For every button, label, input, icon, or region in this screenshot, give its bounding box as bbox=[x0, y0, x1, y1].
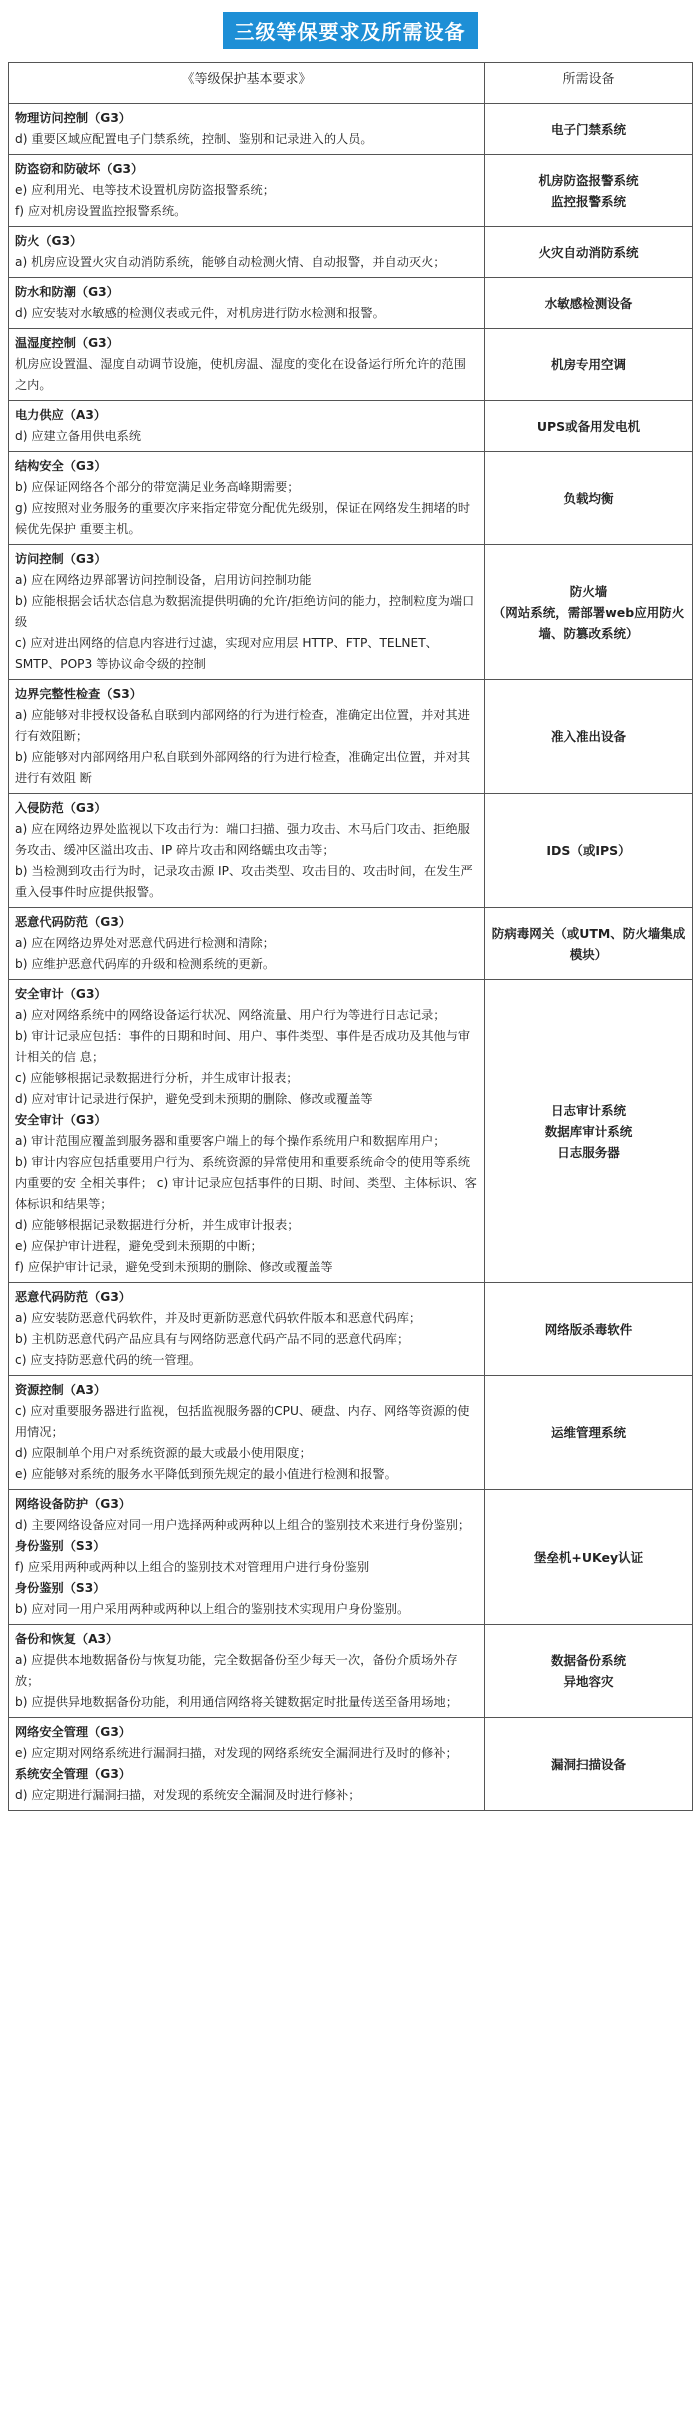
requirement-item: f) 应保护审计记录，避免受到未预期的删除、修改或覆盖等 bbox=[15, 1260, 333, 1274]
device-label: 监控报警系统 bbox=[550, 193, 626, 209]
requirement-heading: 恶意代码防范（G3） bbox=[15, 915, 131, 929]
device-cell bbox=[485, 104, 693, 155]
requirement-heading: 网络设备防护（G3） bbox=[15, 1497, 131, 1511]
requirement-item: b) 当检测到攻击行为时，记录攻击源 IP、攻击类型、攻击目的、攻击时间，在发生严重入侵事件时应提供报警。 bbox=[15, 864, 473, 899]
requirement-cell bbox=[9, 1283, 485, 1376]
table-row bbox=[9, 980, 693, 1283]
requirement-item: c) 应支持防恶意代码的统一管理。 bbox=[15, 1353, 201, 1367]
requirement-cell bbox=[9, 1376, 485, 1490]
device-label: （网站系统，需部署web应用防火墙、防篡改系统） bbox=[492, 604, 685, 641]
device-label: 火灾自动消防系统 bbox=[538, 244, 639, 260]
device-label: 机房防盗报警系统 bbox=[538, 172, 639, 188]
requirement-item: a) 应在网络边界处监视以下攻击行为：端口扫描、强力攻击、木马后门攻击、拒绝服务攻击、缓冲区溢出攻击、IP 碎片攻击和网络蠕虫攻击等； bbox=[15, 822, 470, 857]
page-title: 三级等保要求及所需设备 bbox=[223, 12, 478, 49]
device-label: UPS或备用发电机 bbox=[536, 418, 641, 434]
requirement-cell bbox=[9, 452, 485, 545]
table-row bbox=[9, 401, 693, 452]
device-label: 数据库审计系统 bbox=[544, 1123, 633, 1139]
requirement-cell bbox=[9, 278, 485, 329]
device-label: 异地容灾 bbox=[563, 1674, 614, 1689]
requirement-cell bbox=[9, 1718, 485, 1811]
device-label: 机房专用空调 bbox=[550, 357, 626, 372]
requirement-cell bbox=[9, 104, 485, 155]
device-cell bbox=[485, 908, 693, 980]
device-cell bbox=[485, 329, 693, 401]
table-row bbox=[9, 227, 693, 278]
requirement-cell bbox=[9, 1490, 485, 1625]
requirement-item: a) 应安装防恶意代码软件，并及时更新防恶意代码软件版本和恶意代码库； bbox=[15, 1311, 422, 1325]
table-row bbox=[9, 1490, 693, 1625]
table-row bbox=[9, 908, 693, 980]
requirement-item: 机房应设置温、湿度自动调节设施，使机房温、湿度的变化在设备运行所允许的范围之内。 bbox=[15, 357, 466, 392]
requirement-item: d) 应安装对水敏感的检测仪表或元件，对机房进行防水检测和报警。 bbox=[15, 306, 385, 320]
requirement-item: e) 应保护审计进程，避免受到未预期的中断； bbox=[15, 1239, 263, 1253]
requirement-item: a) 应能够对非授权设备私自联到内部网络的行为进行检查，准确定出位置，并对其进行有效阻断； bbox=[15, 708, 470, 743]
requirement-item: f) 应对机房设置监控报警系统。 bbox=[15, 204, 187, 218]
requirement-cell bbox=[9, 794, 485, 908]
title-wrap bbox=[0, 0, 700, 46]
table-row bbox=[9, 278, 693, 329]
requirement-item: a) 应在网络边界部署访问控制设备，启用访问控制功能 bbox=[15, 573, 312, 587]
device-cell bbox=[485, 1376, 693, 1490]
requirement-item: d) 主要网络设备应对同一用户选择两种或两种以上组合的鉴别技术来进行身份鉴别； bbox=[15, 1518, 471, 1532]
requirement-cell bbox=[9, 545, 485, 680]
requirement-item: e) 应定期对网络系统进行漏洞扫描，对发现的网络系统安全漏洞进行及时的修补； bbox=[15, 1746, 458, 1760]
device-label: 防火墙 bbox=[569, 583, 608, 599]
device-cell bbox=[485, 980, 693, 1283]
header-requirements: 《等级保护基本要求》 bbox=[9, 63, 485, 104]
requirement-cell bbox=[9, 401, 485, 452]
requirement-item: d) 应能够根据记录数据进行分析，并生成审计报表； bbox=[15, 1218, 300, 1232]
requirement-item: c) 应对进出网络的信息内容进行过滤，实现对应用层 HTTP、FTP、TELNET、SMTP、POP3 等协议命令级的控制 bbox=[15, 636, 438, 671]
requirement-heading: 身份鉴别（S3） bbox=[15, 1539, 106, 1553]
table-row bbox=[9, 329, 693, 401]
requirement-heading: 安全审计（G3） bbox=[15, 987, 107, 1001]
requirement-heading: 电力供应（A3） bbox=[15, 408, 107, 422]
requirement-heading: 入侵防范（G3） bbox=[15, 801, 107, 815]
table-row bbox=[9, 1376, 693, 1490]
table-row bbox=[9, 452, 693, 545]
device-cell bbox=[485, 227, 693, 278]
device-cell bbox=[485, 1490, 693, 1625]
requirement-heading: 安全审计（G3） bbox=[15, 1113, 107, 1127]
device-cell bbox=[485, 794, 693, 908]
requirement-item: d) 应定期进行漏洞扫描，对发现的系统安全漏洞及时进行修补； bbox=[15, 1788, 361, 1802]
table-row bbox=[9, 104, 693, 155]
requirement-item: d) 重要区域应配置电子门禁系统，控制、鉴别和记录进入的人员。 bbox=[15, 132, 373, 146]
device-cell bbox=[485, 401, 693, 452]
requirement-heading: 访问控制（G3） bbox=[15, 552, 107, 566]
requirement-cell bbox=[9, 1625, 485, 1718]
requirement-item: b) 审计内容应包括重要用户行为、系统资源的异常使用和重要系统命令的使用等系统内重要的安 全相关事件； c) 审计记录应包括事件的日期、时间、类型、主体标识、客体标识和结果等； bbox=[15, 1155, 477, 1211]
requirement-heading: 防水和防潮（G3） bbox=[15, 285, 119, 299]
table-row bbox=[9, 680, 693, 794]
requirement-item: b) 应能根据会话状态信息为数据流提供明确的允许/拒绝访问的能力，控制粒度为端口级 bbox=[15, 594, 475, 629]
requirement-heading: 身份鉴别（S3） bbox=[15, 1581, 106, 1595]
requirement-heading: 防盗窃和防破坏（G3） bbox=[15, 162, 144, 176]
requirement-item: a) 应对网络系统中的网络设备运行状况、网络流量、用户行为等进行日志记录； bbox=[15, 1008, 446, 1022]
requirement-item: a) 审计范围应覆盖到服务器和重要客户端上的每个操作系统用户和数据库用户； bbox=[15, 1134, 446, 1148]
requirement-heading: 备份和恢复（A3） bbox=[15, 1632, 119, 1646]
requirement-item: b) 应对同一用户采用两种或两种以上组合的鉴别技术实现用户身份鉴别。 bbox=[15, 1602, 410, 1616]
requirement-heading: 系统安全管理（G3） bbox=[15, 1767, 131, 1781]
device-cell bbox=[485, 1283, 693, 1376]
device-label: IDS（或IPS） bbox=[546, 843, 631, 858]
requirement-cell bbox=[9, 908, 485, 980]
device-label: 漏洞扫描设备 bbox=[550, 1756, 626, 1772]
table-row bbox=[9, 155, 693, 227]
requirement-heading: 防火（G3） bbox=[15, 234, 83, 248]
requirement-item: a) 应在网络边界处对恶意代码进行检测和清除； bbox=[15, 936, 275, 950]
requirements-table bbox=[8, 62, 693, 1811]
device-label: 防病毒网关（或UTM、防火墙集成模块） bbox=[491, 925, 686, 962]
requirement-item: e) 应能够对系统的服务水平降低到预先规定的最小值进行检测和报警。 bbox=[15, 1467, 397, 1481]
requirement-item: b) 应能够对内部网络用户私自联到外部网络的行为进行检查，准确定出位置，并对其进行有效阻 断 bbox=[15, 750, 471, 785]
device-label: 堡垒机+UKey认证 bbox=[533, 1549, 644, 1565]
device-label: 负载均衡 bbox=[563, 490, 614, 506]
requirement-item: d) 应建立备用供电系统 bbox=[15, 429, 142, 443]
table-header-row bbox=[9, 63, 693, 104]
requirement-item: b) 审计记录应包括：事件的日期和时间、用户、事件类型、事件是否成功及其他与审计相关的信 息； bbox=[15, 1029, 471, 1064]
device-cell bbox=[485, 1625, 693, 1718]
device-label: 电子门禁系统 bbox=[550, 121, 626, 137]
device-label: 日志审计系统 bbox=[550, 1102, 626, 1118]
requirement-cell bbox=[9, 227, 485, 278]
device-label: 运维管理系统 bbox=[550, 1425, 626, 1440]
requirement-heading: 网络安全管理（G3） bbox=[15, 1725, 131, 1739]
requirement-item: a) 机房应设置火灾自动消防系统，能够自动检测火情、自动报警，并自动灭火； bbox=[15, 255, 446, 269]
requirement-item: a) 应提供本地数据备份与恢复功能，完全数据备份至少每天一次，备份介质场外存放； bbox=[15, 1653, 458, 1688]
device-cell bbox=[485, 545, 693, 680]
requirement-heading: 资源控制（A3） bbox=[15, 1383, 107, 1397]
device-cell bbox=[485, 452, 693, 545]
requirement-item: b) 应提供异地数据备份功能，利用通信网络将关键数据定时批量传送至备用场地； bbox=[15, 1695, 458, 1709]
table-row bbox=[9, 1718, 693, 1811]
requirement-heading: 结构安全（G3） bbox=[15, 459, 107, 473]
table-row bbox=[9, 1625, 693, 1718]
requirement-item: e) 应利用光、电等技术设置机房防盗报警系统； bbox=[15, 183, 275, 197]
device-cell bbox=[485, 278, 693, 329]
requirement-heading: 恶意代码防范（G3） bbox=[15, 1290, 131, 1304]
device-label: 日志服务器 bbox=[557, 1144, 620, 1160]
device-cell bbox=[485, 1718, 693, 1811]
table-row bbox=[9, 545, 693, 680]
requirement-item: d) 应限制单个用户对系统资源的最大或最小使用限度； bbox=[15, 1446, 312, 1460]
requirement-cell bbox=[9, 155, 485, 227]
requirement-item: f) 应采用两种或两种以上组合的鉴别技术对管理用户进行身份鉴别 bbox=[15, 1560, 370, 1574]
header-devices: 所需设备 bbox=[485, 63, 693, 104]
requirement-item: c) 应对重要服务器进行监视，包括监视服务器的CPU、硬盘、内存、网络等资源的使用情况； bbox=[15, 1404, 470, 1439]
device-label: 数据备份系统 bbox=[550, 1653, 626, 1668]
requirement-heading: 温湿度控制（G3） bbox=[15, 336, 119, 350]
requirement-item: c) 应能够根据记录数据进行分析，并生成审计报表； bbox=[15, 1071, 299, 1085]
requirement-item: d) 应对审计记录进行保护，避免受到未预期的删除、修改或覆盖等 bbox=[15, 1092, 373, 1106]
requirement-item: g) 应按照对业务服务的重要次序来指定带宽分配优先级别，保证在网络发生拥堵的时候优先保护 重要主机。 bbox=[15, 501, 471, 536]
requirement-cell bbox=[9, 680, 485, 794]
table-row bbox=[9, 794, 693, 908]
device-label: 准入准出设备 bbox=[550, 729, 626, 744]
device-label: 水敏感检测设备 bbox=[544, 295, 633, 311]
requirement-item: b) 应维护恶意代码库的升级和检测系统的更新。 bbox=[15, 957, 276, 971]
requirement-cell bbox=[9, 329, 485, 401]
requirement-cell bbox=[9, 980, 485, 1283]
device-cell bbox=[485, 680, 693, 794]
requirement-item: b) 应保证网络各个部分的带宽满足业务高峰期需要； bbox=[15, 480, 300, 494]
requirement-item: b) 主机防恶意代码产品应具有与网络防恶意代码产品不同的恶意代码库； bbox=[15, 1332, 410, 1346]
requirement-heading: 物理访问控制（G3） bbox=[15, 111, 131, 125]
device-cell bbox=[485, 155, 693, 227]
device-label: 网络版杀毒软件 bbox=[544, 1321, 633, 1337]
table-body bbox=[9, 104, 693, 1811]
table-row bbox=[9, 1283, 693, 1376]
requirement-heading: 边界完整性检查（S3） bbox=[15, 687, 142, 701]
